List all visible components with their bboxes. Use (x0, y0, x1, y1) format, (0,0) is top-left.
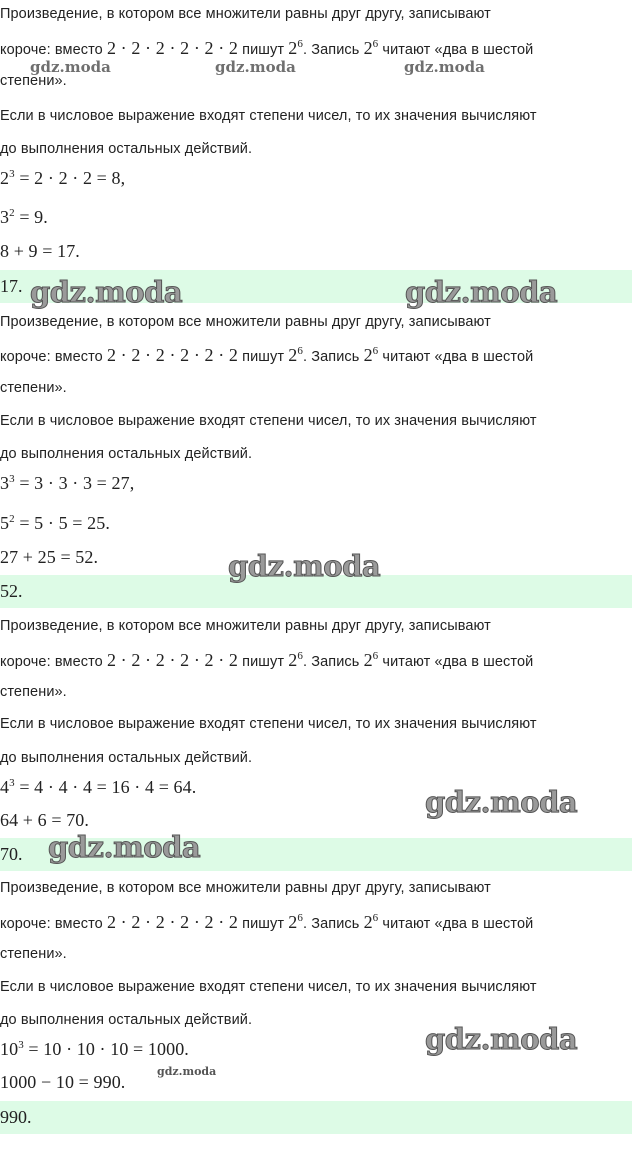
watermark: gdz.moda (404, 58, 485, 76)
text: пишут (238, 654, 289, 670)
watermark: gdz.moda (30, 275, 183, 309)
text: короче: вместо (0, 916, 107, 932)
power-expression: $2^6$ (363, 650, 379, 670)
intro-line-2 (0, 912, 632, 933)
math-expression: 2 · 2 · 2 · 2 · 2 · 2 (106, 650, 239, 670)
watermark: gdz.moda (425, 1022, 578, 1056)
answer-value: 17. (0, 276, 23, 296)
equation: $10^3 = 10 \cdot 10 \cdot 10 = 1000$. (0, 1039, 189, 1059)
power-expression: $2^6$ (288, 650, 303, 670)
intro-line-1: Произведение, в котором все множители равны друг другу, записывают (0, 314, 491, 330)
power-expression: $2^6$ (363, 345, 379, 365)
text: читают «два в шестой (378, 916, 534, 932)
text: . Запись (302, 654, 364, 670)
watermark: gdz.moda (48, 830, 201, 864)
power-expression: $2^6$ (288, 912, 303, 932)
watermark: gdz.moda (405, 275, 558, 309)
intro-line-3: степени». (0, 684, 67, 700)
equation: 27 + 25 = 52. (0, 547, 99, 567)
intro-line-1: Произведение, в котором все множители равны друг другу, записывают (0, 880, 491, 896)
answer-value: 70. (0, 844, 23, 864)
math-expression: 2 · 2 · 2 · 2 · 2 · 2 (106, 38, 239, 58)
text: читают «два в шестой (378, 42, 534, 58)
equation: $4^3 = 4 \cdot 4 \cdot 4 = 16 \cdot 4 = 64$. (0, 777, 197, 797)
text: читают «два в шестой (378, 349, 534, 365)
intro-line-2 (0, 38, 632, 59)
watermark: gdz.moda (425, 785, 578, 819)
intro-line-3: степени». (0, 380, 67, 396)
answer-band (0, 1101, 632, 1134)
intro-line-3: степени». (0, 946, 67, 962)
text: . Запись (302, 916, 364, 932)
text: короче: вместо (0, 654, 107, 670)
intro-line-3: степени». (0, 73, 67, 89)
watermark: gdz.moda (30, 58, 111, 76)
intro-line-4: Если в числовое выражение входят степени чисел, то их значения вычисляют (0, 979, 537, 995)
intro-line-1: Произведение, в котором все множители равны друг другу, записывают (0, 618, 491, 634)
text: пишут (238, 42, 289, 58)
equation: 64 + 6 = 70. (0, 810, 90, 830)
equation: $2^3 = 2 \cdot 2 \cdot 2 = 8$, (0, 168, 126, 188)
text: короче: вместо (0, 349, 107, 365)
intro-line-2 (0, 650, 632, 671)
math-expression: 2 · 2 · 2 · 2 · 2 · 2 (106, 345, 239, 365)
watermark: gdz.moda (157, 1065, 217, 1078)
text: читают «два в шестой (378, 654, 534, 670)
text: . Запись (302, 349, 364, 365)
power-expression: $2^6$ (288, 38, 303, 58)
equation: $3^2 = 9$. (0, 207, 48, 227)
equation: 1000 − 10 = 990. (0, 1072, 126, 1092)
text: . Запись (302, 42, 364, 58)
answer-value: 990. (0, 1107, 32, 1127)
intro-line-2 (0, 345, 632, 366)
intro-line-5: до выполнения остальных действий. (0, 141, 253, 157)
equation: $3^3 = 3 \cdot 3 \cdot 3 = 27$, (0, 473, 135, 493)
intro-line-5: до выполнения остальных действий. (0, 1012, 253, 1028)
answer-value: 52. (0, 581, 23, 601)
equation: $5^2 = 5 \cdot 5 = 25$. (0, 513, 110, 533)
intro-line-4: Если в числовое выражение входят степени чисел, то их значения вычисляют (0, 108, 537, 124)
intro-line-5: до выполнения остальных действий. (0, 750, 253, 766)
text: пишут (238, 916, 289, 932)
power-expression: $2^6$ (288, 345, 303, 365)
intro-line-4: Если в числовое выражение входят степени чисел, то их значения вычисляют (0, 413, 537, 429)
watermark: gdz.moda (228, 549, 381, 583)
intro-line-4: Если в числовое выражение входят степени чисел, то их значения вычисляют (0, 716, 537, 732)
text: пишут (238, 349, 289, 365)
math-expression: 2 · 2 · 2 · 2 · 2 · 2 (106, 912, 239, 932)
text: короче: вместо (0, 42, 107, 58)
intro-line-5: до выполнения остальных действий. (0, 446, 253, 462)
watermark: gdz.moda (215, 58, 296, 76)
power-expression: $2^6$ (363, 912, 379, 932)
intro-line-1: Произведение, в котором все множители равны друг другу, записывают (0, 6, 491, 22)
power-expression: $2^6$ (363, 38, 379, 58)
equation: 8 + 9 = 17. (0, 241, 80, 261)
